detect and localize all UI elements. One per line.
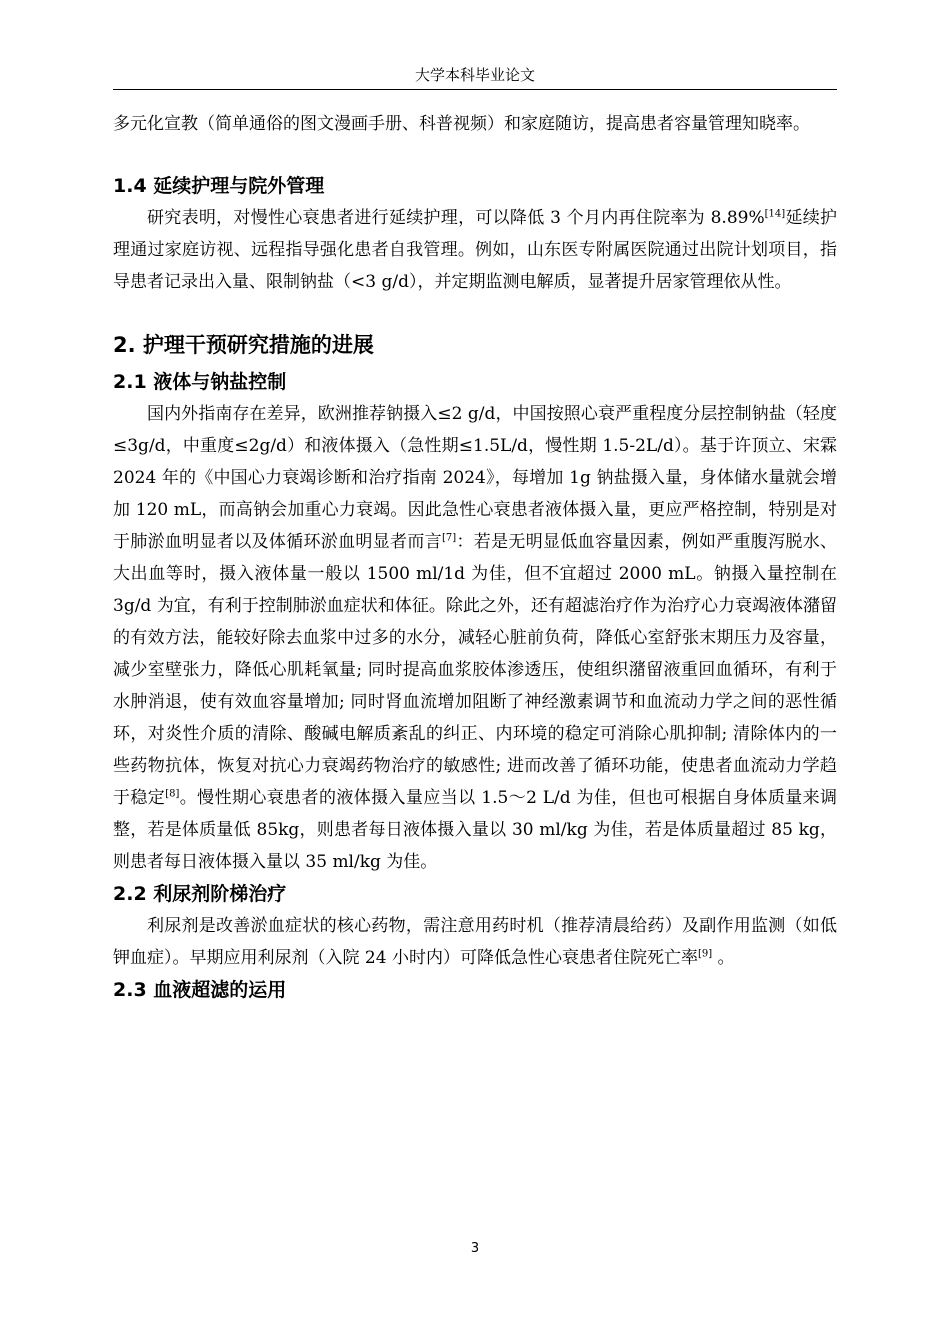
citation-7: [7] <box>441 532 457 544</box>
page-content <box>113 108 837 1006</box>
text-run: 延续护理通过家庭访视、远程指导强化患者自我管理。例如，山东医专附属医院通过出院计划项目，指导患者记录出入量、限制钠盐（<3 g/d），并定期监测电解质，显著提升居家管理依从性。 <box>113 208 838 292</box>
section-heading-2-1: 2.1 液体与钠盐控制 <box>113 371 287 393</box>
page-number: 3 <box>470 1241 480 1256</box>
citation-14: [14] <box>764 208 786 220</box>
spacer <box>113 298 837 328</box>
section-heading-1-4: 1.4 延续护理与院外管理 <box>113 175 325 197</box>
paragraph-2-1 <box>113 398 837 878</box>
paragraph-1-4 <box>113 202 837 298</box>
section-heading-2-2: 2.2 利尿剂阶梯治疗 <box>113 883 287 905</box>
text-run: 利尿剂是改善淤血症状的核心药物，需注意用药时机（推荐清晨给药）及副作用监测（如低钾血症）。早期应用利尿剂（入院 24 小时内）可降低急性心衰患者住院死亡率 <box>113 916 837 968</box>
spacer <box>113 140 837 170</box>
section-heading-2-3: 2.3 血液超滤的运用 <box>113 979 287 1001</box>
paragraph-2-2 <box>113 910 837 974</box>
citation-8: [8] <box>165 788 180 800</box>
section-heading-2: 2. 护理干预研究措施的进展 <box>113 333 374 357</box>
running-header: 大学本科毕业论文 <box>414 66 535 84</box>
text-run: ：若是无明显低血容量因素，例如严重腹泻脱水、大出血等时，摄入液体量一般以 1500 ml/1d 为佳，但不宜超过 2000 mL。钠摄入量控制在 3g/d 为宜，有利于控制肺淤血症状和体征。除此之外，还有超滤治疗作为治疗心力衰竭液体潴留的有效方法，能较好除去血浆中过多的水分，减轻心脏前负荷，降低心室舒张末期压力及容量，减少室壁张力，降低心肌耗氧量; 同时提高血浆胶体渗透压，使组织潴留液重回血循环，有利于水肿消退，使有效血容量增加; 同时肾血流增加阻断了神经激素调节和血流动力学之间的恶性循环，对炎性介质的清除、酸碱电解质紊乱的纠正、内环境的稳定可消除心肌抑制; 清除体内的一些药物抗体，恢复对抗心力衰竭药物治疗的敏感性; 进而改善了循环功能，使患者血流动力学趋于稳定 <box>113 532 838 808</box>
text-run: 。慢性期心衰患者的液体摄入量应当以 1.5～2 L/d 为佳，但也可根据自身体质量来调整，若是体质量低 85kg，则患者每日液体摄入量以 30 ml/kg 为佳，若是体质量超过 85 kg，则患者每日液体摄入量以 35 ml/kg 为佳。 <box>113 788 838 872</box>
intro-paragraph: 多元化宣教（简单通俗的图文漫画手册、科普视频）和家庭随访，提高患者容量管理知晓率。 <box>113 114 810 134</box>
citation-9: [9] <box>697 948 713 960</box>
header-rule <box>113 89 837 90</box>
text-run: 国内外指南存在差异，欧洲推荐钠摄入≤2 g/d，中国按照心衰严重程度分层控制钠盐（轻度≤3g/d，中重度≤2g/d）和液体摄入（急性期≤1.5L/d，慢性期 1.5-2L/d）。基于许顶立、宋霖 2024 年的《中国心力衰竭诊断和治疗指南 2024》，每增加 1g 钠盐摄入量，身体储水量就会增加 120 mL，而高钠会加重心力衰竭。因此急性心衰患者液体摄入量，更应严格控制，特别是对于肺淤血明显者以及体循环淤血明显者而言 <box>113 404 837 552</box>
text-run: 。 <box>712 948 735 968</box>
text-run: 研究表明，对慢性心衰患者进行延续护理，可以降低 3 个月内再住院率为 8.89% <box>147 208 765 228</box>
